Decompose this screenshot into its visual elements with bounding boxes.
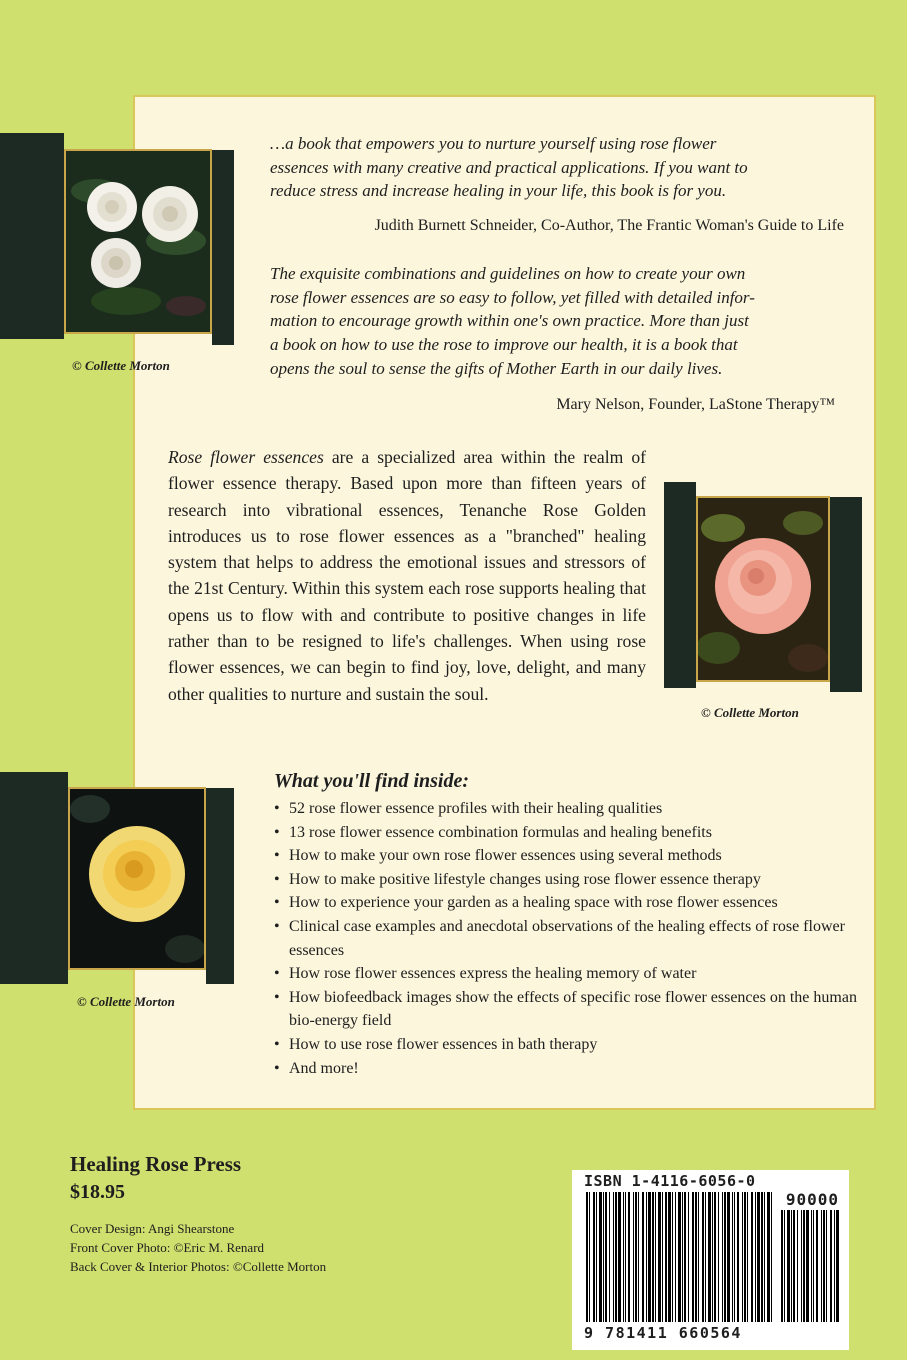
barcode-digits: 9 781411 660564 — [584, 1324, 742, 1342]
list-item: • How to make positive lifestyle changes using rose flower essence therapy — [274, 868, 864, 892]
pink-rose-photo — [696, 496, 830, 682]
list-item: • How to use rose flower essences in bath therapy — [274, 1033, 864, 1057]
testimonial-quote-1 — [270, 132, 840, 203]
quote-line: a book on how to use the rose to improve our health, it is a book that — [270, 335, 738, 355]
credit-back-photos: Back Cover & Interior Photos: ©Collette Morton — [70, 1259, 327, 1274]
quote-line: essences with many creative and practical applications. If you want to — [270, 157, 748, 177]
white-roses-photo — [64, 149, 212, 334]
photo-caption: © Collette Morton — [72, 358, 170, 373]
dark-block-left — [0, 133, 64, 339]
dark-block-left — [0, 772, 68, 984]
book-price: $18.95 — [70, 1181, 125, 1203]
description-lead: Rose flower essences — [168, 447, 324, 467]
quote-line: mation to encourage growth within one's own practice. More than just — [270, 311, 749, 331]
credit-cover-design: Cover Design: Angi Shearstone — [70, 1221, 235, 1236]
list-item: • How to make your own rose flower essences using several methods — [274, 844, 864, 868]
book-description — [168, 444, 646, 707]
list-item: • 13 rose flower essence combination formulas and healing benefits — [274, 821, 864, 845]
dark-block-left — [664, 482, 696, 688]
credit-front-photo: Front Cover Photo: ©Eric M. Renard — [70, 1240, 265, 1255]
dark-block-right — [206, 788, 234, 984]
quote-line: The exquisite combinations and guidelines on how to create your own — [270, 264, 746, 283]
photo-caption: © Collette Morton — [77, 994, 175, 1009]
list-item: • Clinical case examples and anecdotal observations of the healing effects of rose flower essences — [274, 915, 864, 962]
inside-list — [274, 797, 864, 1080]
inside-heading: What you'll find inside: — [274, 770, 470, 792]
isbn-number: ISBN 1-4116-6056-0 — [584, 1172, 756, 1190]
list-item: • And more! — [274, 1057, 864, 1081]
list-item: • How to experience your garden as a healing space with rose flower essences — [274, 891, 864, 915]
list-item: • 52 rose flower essence profiles with their healing qualities — [274, 797, 864, 821]
quote-line: rose flower essences are so easy to follow, yet filled with detailed infor- — [270, 287, 755, 307]
publisher-name: Healing Rose Press — [70, 1152, 242, 1176]
dark-block-right — [212, 150, 234, 345]
dark-block-right — [830, 497, 862, 692]
barcode-bars — [572, 1170, 849, 1350]
quote-line: opens the soul to sense the gifts of Mother Earth in our daily lives. — [270, 358, 723, 378]
yellow-rose-photo — [68, 787, 206, 970]
quote-line: …a book that empowers you to nurture yourself using rose flower — [270, 134, 717, 153]
testimonial-attribution-2: Mary Nelson, Founder, LaStone Therapy™ — [556, 396, 835, 413]
photo-caption: © Collette Morton — [701, 705, 799, 720]
testimonial-quote-2 — [270, 262, 850, 381]
quote-line: reduce stress and increase healing in your life, this book is for you. — [270, 181, 727, 201]
list-item: • How rose flower essences express the healing memory of water — [274, 962, 864, 986]
list-item: • How biofeedback images show the effects of specific rose flower essences on the human bio-energy field — [274, 986, 864, 1033]
barcode-price-code: 90000 — [785, 1190, 839, 1209]
isbn-barcode — [572, 1170, 849, 1350]
description-text: are a specialized area within the realm of flower essence therapy. Based upon more than fifteen years of research into vibrational essences, Tenanche Rose Golden introduces us to rose flower essences as a "branched" healing system that helps to address the emotional issues and stressors of the 21st Century. Within this system each rose supports healing that opens us to flow with and contribute to positive changes in life rather than to be resigned to life's challenges. When using rose flower essences, we can begin to find joy, love, delight, and many other qualities to nurture and sustain the soul. — [168, 447, 646, 704]
testimonial-attribution-1: Judith Burnett Schneider, Co-Author, The Frantic Woman's Guide to Life — [374, 217, 844, 234]
